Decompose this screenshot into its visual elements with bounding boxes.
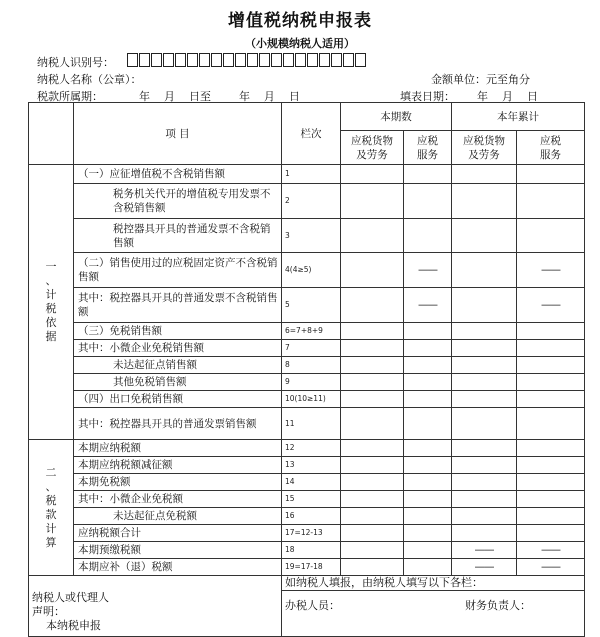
cell[interactable] xyxy=(341,440,404,457)
table-row xyxy=(29,374,585,391)
table-row xyxy=(29,474,585,491)
row-line: 18 xyxy=(282,542,341,559)
cell[interactable] xyxy=(341,491,404,508)
row-item: 税控器具开具的普通发票不含税销售额 xyxy=(74,219,282,253)
table-row xyxy=(29,391,585,408)
row-item: 本期应纳税额 xyxy=(74,440,282,457)
cell[interactable] xyxy=(517,391,585,408)
cell[interactable] xyxy=(452,357,517,374)
table-row xyxy=(29,253,585,288)
dash-cell: —— xyxy=(517,288,585,323)
table-row xyxy=(29,408,585,440)
cell[interactable] xyxy=(452,474,517,491)
cell[interactable] xyxy=(404,474,452,491)
row-line: 16 xyxy=(282,508,341,525)
cell[interactable] xyxy=(452,253,517,288)
cell[interactable] xyxy=(517,323,585,340)
table-row xyxy=(29,542,585,559)
row-line: 6=7+8+9 xyxy=(282,323,341,340)
period-label: 税款所属期： xyxy=(37,90,103,103)
cell[interactable] xyxy=(404,457,452,474)
row-item: 其中：税控器具开具的普通发票销售额 xyxy=(74,408,282,440)
cell[interactable] xyxy=(404,340,452,357)
col-goods-current: 应税货物 及劳务 xyxy=(341,131,404,165)
row-line: 12 xyxy=(282,440,341,457)
table-row xyxy=(29,165,585,184)
row-item: 本期应纳税额减征额 xyxy=(74,457,282,474)
cell[interactable] xyxy=(404,165,452,184)
row-item: 税务机关代开的增值税专用发票不含税销售额 xyxy=(74,184,282,219)
cell[interactable] xyxy=(404,374,452,391)
row-line: 10(10≥11) xyxy=(282,391,341,408)
col-line-header: 栏次 xyxy=(282,103,341,165)
cell[interactable] xyxy=(341,542,404,559)
row-line: 13 xyxy=(282,457,341,474)
cell[interactable] xyxy=(452,408,517,440)
dash-cell: —— xyxy=(404,253,452,288)
table-row xyxy=(29,340,585,357)
cell[interactable] xyxy=(341,340,404,357)
cell[interactable] xyxy=(517,184,585,219)
cell[interactable] xyxy=(341,508,404,525)
cell[interactable] xyxy=(404,391,452,408)
row-line: 2 xyxy=(282,184,341,219)
col-year-total: 本年累计 xyxy=(452,103,585,131)
cell[interactable] xyxy=(517,340,585,357)
row-item: 应纳税额合计 xyxy=(74,525,282,542)
row-line: 14 xyxy=(282,474,341,491)
taxpayer-id-boxes[interactable] xyxy=(127,53,367,67)
cell[interactable] xyxy=(452,165,517,184)
table-row xyxy=(29,525,585,542)
form-title: 增值税纳税申报表 xyxy=(228,11,372,31)
row-item: （一）应征增值税不含税销售额 xyxy=(74,165,282,184)
cell[interactable] xyxy=(452,374,517,391)
cell[interactable] xyxy=(404,491,452,508)
table-row xyxy=(29,357,585,374)
row-line: 3 xyxy=(282,219,341,253)
cell[interactable] xyxy=(341,253,404,288)
cell[interactable] xyxy=(452,440,517,457)
cell[interactable] xyxy=(404,440,452,457)
form-subtitle: （小规模纳税人适用） xyxy=(245,37,355,50)
row-item: （三）免税销售额 xyxy=(74,323,282,340)
cell[interactable] xyxy=(452,219,517,253)
cell[interactable] xyxy=(517,457,585,474)
cell[interactable] xyxy=(517,440,585,457)
declaration-cell: 纳税人或代理人 声明： 本纳税申报 xyxy=(29,576,282,637)
row-item: 其他免税销售额 xyxy=(74,374,282,391)
cell[interactable] xyxy=(341,457,404,474)
row-line: 9 xyxy=(282,374,341,391)
dash-cell: —— xyxy=(517,542,585,559)
cell[interactable] xyxy=(341,559,404,576)
cell[interactable] xyxy=(452,457,517,474)
row-item: 本期免税额 xyxy=(74,474,282,491)
cell[interactable] xyxy=(517,219,585,253)
cell[interactable] xyxy=(452,391,517,408)
signature-cell xyxy=(282,591,585,637)
tax-return-table xyxy=(28,102,585,637)
cell[interactable] xyxy=(452,184,517,219)
col-service-current: 应税 服务 xyxy=(404,131,452,165)
cell[interactable] xyxy=(404,508,452,525)
amount-unit: 金额单位：元至角分 xyxy=(431,73,530,86)
cell[interactable] xyxy=(452,508,517,525)
cell[interactable] xyxy=(452,288,517,323)
table-row xyxy=(29,491,585,508)
row-line: 15 xyxy=(282,491,341,508)
cell[interactable] xyxy=(341,408,404,440)
taxpayer-id-label: 纳税人识别号： xyxy=(37,56,114,69)
cell[interactable] xyxy=(452,491,517,508)
table-row xyxy=(29,457,585,474)
col-current-period: 本期数 xyxy=(341,103,452,131)
row-item: （二）销售使用过的应税固定资产不含税销售额 xyxy=(74,253,282,288)
dash-cell: —— xyxy=(517,559,585,576)
table-row xyxy=(29,219,585,253)
cell[interactable] xyxy=(404,525,452,542)
row-line: 5 xyxy=(282,288,341,323)
section-1-label: 一 、 计 税 依 据 xyxy=(29,165,74,440)
cell[interactable] xyxy=(341,374,404,391)
col-item-header: 项 目 xyxy=(74,103,282,165)
cell[interactable] xyxy=(404,408,452,440)
row-item: 其中：小微企业免税额 xyxy=(74,491,282,508)
cell[interactable] xyxy=(341,323,404,340)
cell[interactable] xyxy=(341,165,404,184)
cell[interactable] xyxy=(341,184,404,219)
cell[interactable] xyxy=(341,525,404,542)
agent-note: 如纳税人填报，由纳税人填写以下各栏： xyxy=(282,576,585,591)
cell[interactable] xyxy=(517,474,585,491)
row-line: 11 xyxy=(282,408,341,440)
cell[interactable] xyxy=(404,542,452,559)
table-row xyxy=(29,559,585,576)
section-2-label: 二 、 税 款 计 算 xyxy=(29,440,74,576)
fill-date-label: 填表日期： xyxy=(400,90,455,103)
cell[interactable] xyxy=(517,374,585,391)
dash-cell: —— xyxy=(404,288,452,323)
row-line: 8 xyxy=(282,357,341,374)
cell[interactable] xyxy=(452,323,517,340)
cell[interactable] xyxy=(341,391,404,408)
cell[interactable] xyxy=(452,525,517,542)
row-item: 其中：小微企业免税销售额 xyxy=(74,340,282,357)
table-row xyxy=(29,440,585,457)
table-row xyxy=(29,323,585,340)
cell[interactable] xyxy=(341,219,404,253)
cell[interactable] xyxy=(341,357,404,374)
dash-cell: —— xyxy=(452,542,517,559)
row-line: 1 xyxy=(282,165,341,184)
row-item: 本期应补（退）税额 xyxy=(74,559,282,576)
row-line: 17=12-13 xyxy=(282,525,341,542)
fill-date-value: 年 月 日 xyxy=(477,90,538,103)
cell[interactable] xyxy=(404,559,452,576)
table-row xyxy=(29,508,585,525)
cell[interactable] xyxy=(404,357,452,374)
row-line: 7 xyxy=(282,340,341,357)
finance-label: 财务负责人： xyxy=(465,599,531,612)
col-service-year: 应税 服务 xyxy=(517,131,585,165)
row-line: 19=17-18 xyxy=(282,559,341,576)
cell[interactable] xyxy=(517,491,585,508)
cell[interactable] xyxy=(404,323,452,340)
row-line: 4(4≥5) xyxy=(282,253,341,288)
table-row xyxy=(29,288,585,323)
cell[interactable] xyxy=(517,508,585,525)
row-item: 其中：税控器具开具的普通发票不含税销售额 xyxy=(74,288,282,323)
col-goods-year: 应税货物 及劳务 xyxy=(452,131,517,165)
dash-cell: —— xyxy=(452,559,517,576)
cell[interactable] xyxy=(404,219,452,253)
declaration-row xyxy=(29,576,585,591)
table-row xyxy=(29,184,585,219)
period-value: 年 月 日至 年 月 日 xyxy=(139,90,300,103)
cell[interactable] xyxy=(517,357,585,374)
taxpayer-name-label: 纳税人名称（公章）： xyxy=(37,73,142,86)
row-item: 本期预缴税额 xyxy=(74,542,282,559)
row-item: 未达起征点销售额 xyxy=(74,357,282,374)
row-item: （四）出口免税销售额 xyxy=(74,391,282,408)
cell[interactable] xyxy=(517,525,585,542)
cell[interactable] xyxy=(517,408,585,440)
filer-label: 办税人员： xyxy=(285,599,340,612)
row-item: 未达起征点免税额 xyxy=(74,508,282,525)
cell[interactable] xyxy=(404,184,452,219)
cell[interactable] xyxy=(517,165,585,184)
cell[interactable] xyxy=(341,474,404,491)
cell[interactable] xyxy=(341,288,404,323)
dash-cell: —— xyxy=(517,253,585,288)
cell[interactable] xyxy=(452,340,517,357)
